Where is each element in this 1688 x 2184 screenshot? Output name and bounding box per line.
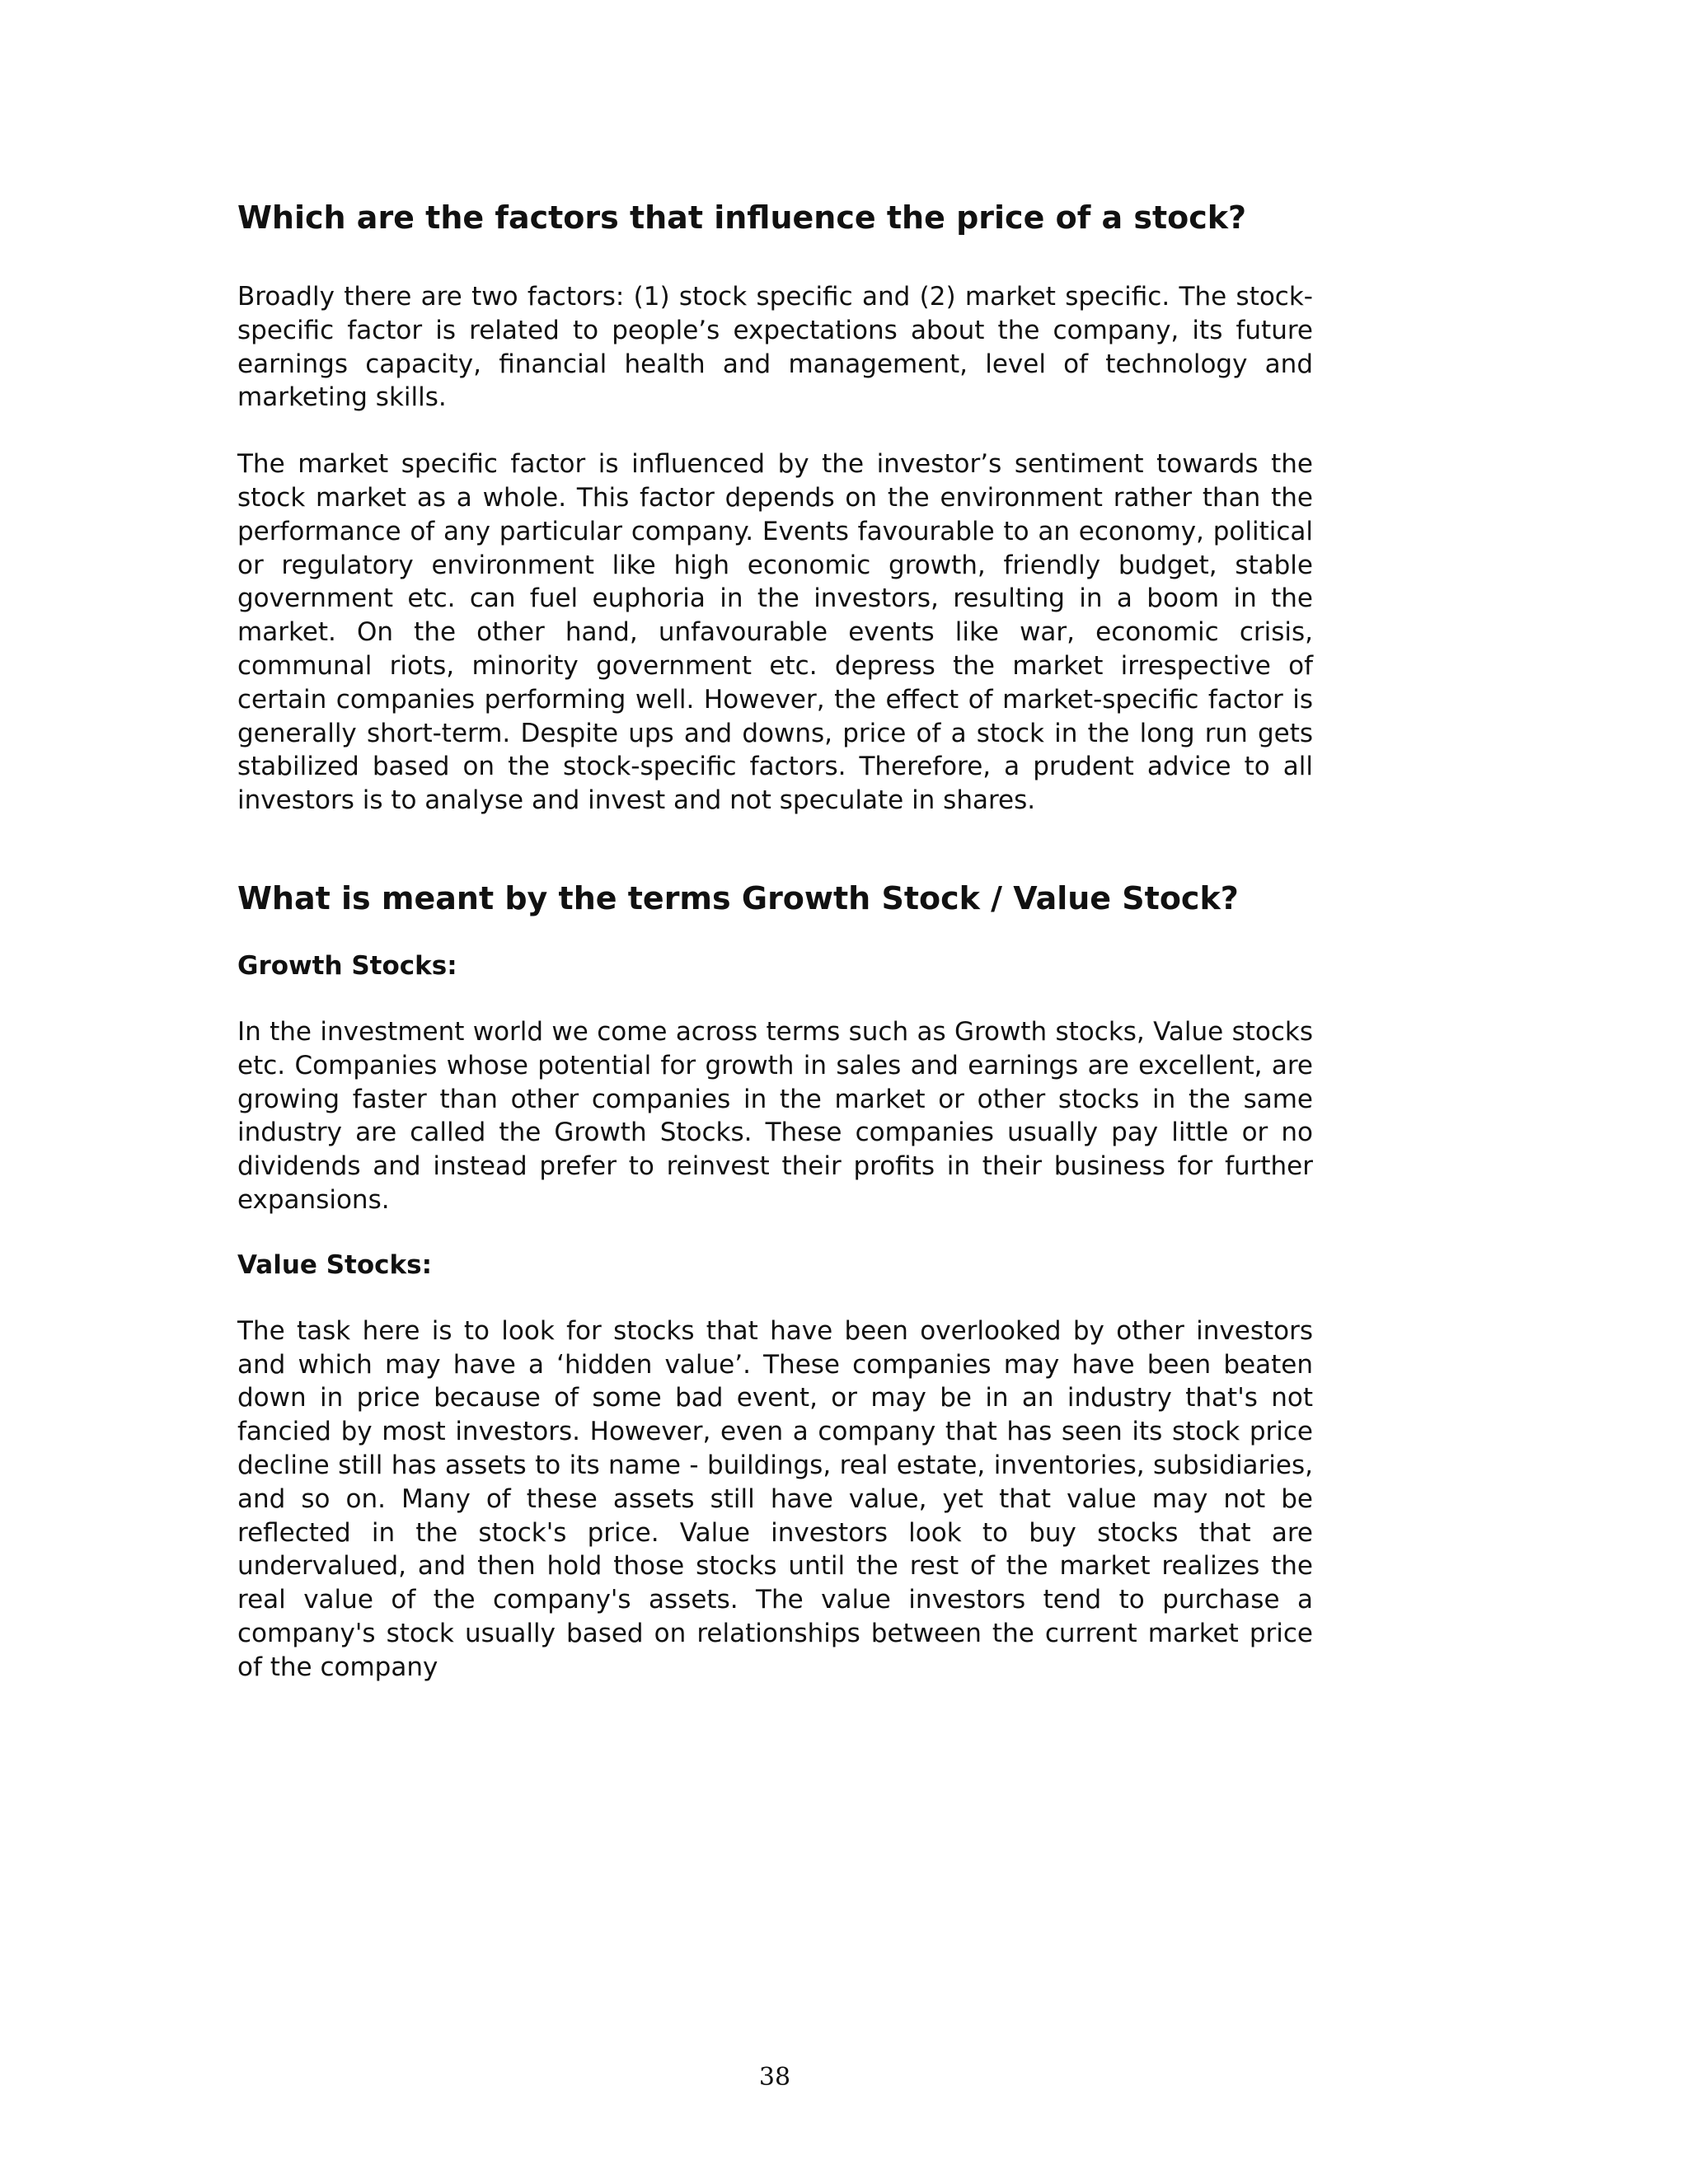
paragraph-two-factors: Broadly there are two factors: (1) stock specific and (2) market specific. The stock-specific factor is related to people’s expectations about the company, its future earnings capacity, financial health and management, level of technology and marketing skills. [237,282,1313,413]
paragraph-value-stocks: The task here is to look for stocks that have been overlooked by other investors and which may have a ‘hidden value’. These companies may have been beaten down in price because of some bad event, or may be in an industry that's not fancied by most investors. However, even a company that has seen its stock price decline still has assets to its name - buildings, real estate, inventories, subsidiaries, and so on. Many of these assets still have value, yet that value may not be reflected in the stock's price. Value investors look to buy stocks that are undervalued, and then hold those stocks until the rest of the market realizes the real value of the company's assets. The value investors tend to purchase a company's stock usually based on relationships between the current market price of the company [237,1315,1313,1682]
paragraph-market-specific: The market specific factor is influenced by the investor’s sentiment towards the stock market as a whole. This factor depends on the environment rather than the performance of any particular company. Events favourable to an economy, political or regulatory environment like high economic growth, friendly budget, stable government etc. can fuel euphoria in the investors, resulting in a boom in the market. On the other hand, unfavourable events like war, economic crisis, communal riots, minority government etc. depress the market irrespective of certain companies performing well. However, the effect of market-specific factor is generally short-term. Despite ups and downs, price of a stock in the long run gets stabilized based on the stock-specific factors. Therefore, a prudent advice to all investors is to analyse and invest and not speculate in shares. [237,449,1313,816]
page-number: 38 [758,2063,791,2092]
paragraph-growth-stocks: In the investment world we come across terms such as Growth stocks, Value stocks etc. Companies whose potential for growth in sales and earnings are excellent, are growing faster than other companies in the market or other stocks in the same industry are called the Growth Stocks. These companies usually pay little or no dividends and instead prefer to reinvest their profits in their business for further expansions. [237,1016,1313,1215]
subheading-value-stocks: Value Stocks: [237,1249,433,1280]
heading-growth-value-stock: What is meant by the terms Growth Stock / Value Stock? [237,879,1239,916]
subheading-growth-stocks: Growth Stocks: [237,950,457,981]
heading-stock-price-factors: Which are the factors that influence the price of a stock? [237,199,1247,236]
page-content [237,196,1313,1685]
